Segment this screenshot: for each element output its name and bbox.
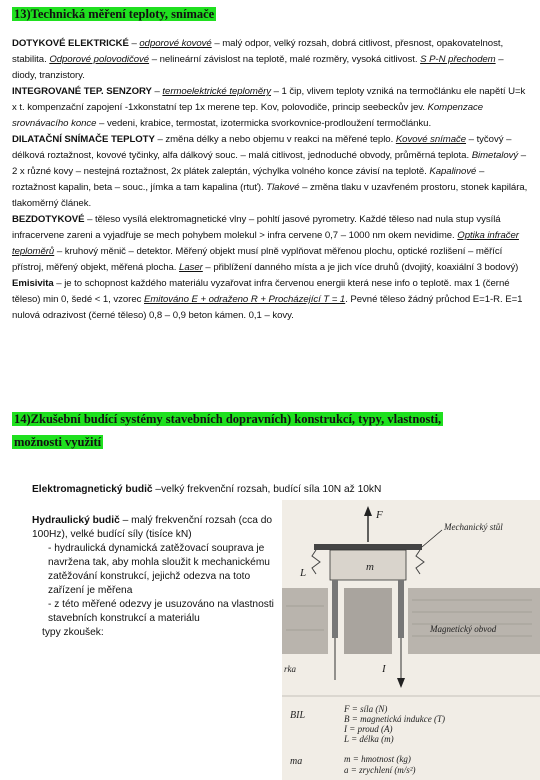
text: – 1 čip, vlivem teploty vzniká na termočlánku ele napětí U=k x t. kompenzační zapojení -1xkonstatní tep 1x merene tep. Kov, polovodiče, princip seebeckův jev. <box>12 86 526 113</box>
text: – změna délky a nebo objemu v reakci na měřené teplo. <box>154 134 396 145</box>
label-magnetic-circuit: Magnetický obvod <box>430 624 497 634</box>
section-14-title-line2: možnosti využití <box>14 435 102 449</box>
hydraulic-text: – malý frekvenční rozsah (cca do 100Hz), velké budící síly (tisíce kN) <box>32 515 273 540</box>
section-14-title-line1: 14)Zkušební budící systémy stavebních dopravních) konstrukcí, typy, vlastnosti, <box>14 412 442 426</box>
magnet-right <box>408 588 540 654</box>
label-BIL: BIL <box>290 710 305 721</box>
hydraulic-bullet-1: - hydraulická dynamická zatěžovací souprava je navržena tak, aby mohla sloužit k mechanickému zatěžování konstrukcí, jejichž odezva na toto zařízení je měřena <box>48 543 270 596</box>
hydraulic-exciter <box>32 514 277 640</box>
label-ma: ma <box>290 756 303 767</box>
magnet-core <box>344 588 392 654</box>
hydraulic-intro <box>32 514 277 542</box>
text: – přiblížení danného místa a je jich více druhů (dvojitý, koaxiální 3 bodový) <box>202 262 519 273</box>
term-compensation: Kompenzace srovnávacího konce <box>12 102 484 129</box>
term-contactless: BEZDOTYKOVÉ <box>12 214 85 225</box>
term-metal-resistive: odporové kovové <box>139 38 212 49</box>
shaker-diagram <box>282 500 540 780</box>
legend-m: m = hmotnost (kg) <box>344 754 411 764</box>
paragraph-dilatation <box>12 132 528 212</box>
mechanical-table <box>314 544 422 550</box>
legend-B: B = magnetická indukce (T) <box>344 714 446 724</box>
label-m: m <box>366 561 374 573</box>
label-mechanical-table: Mechanický stůl <box>444 522 503 532</box>
paragraph-contactless <box>12 212 528 324</box>
paragraph-contact-electric <box>12 36 528 84</box>
text: – malý odpor, velký rozsah, dobrá citlivost, přesnost, opakovatelnost, stabilita. <box>12 38 504 65</box>
electromagnetic-text: –velký frekvenční rozsah, budící síla 10N až 10kN <box>152 484 382 495</box>
section-13-body <box>12 36 528 324</box>
magnet-left <box>282 588 328 654</box>
term-formula: Emitováno E + odraženo R + Procházející T = 1 <box>143 294 346 305</box>
text: – vedeni, krabice, termostat, izotermicka svorkovnice-prodloužení termočlánku. <box>96 118 432 129</box>
section-14-heading <box>12 408 528 454</box>
shaker-diagram-svg <box>282 500 540 780</box>
label-F: F <box>376 509 383 521</box>
legend-I: I = proud (A) <box>344 724 393 734</box>
section-13-title: 13)Technická měření teploty, snímače <box>14 7 215 21</box>
label-I: I <box>382 663 386 675</box>
term-metal-sensors: Kovové snímače <box>395 134 467 145</box>
term-dilatation: DILATAČNÍ SNÍMAČE TEPLOTY <box>12 134 155 145</box>
text: – nelineární závislost na teplotě, malé rozměry, vysoká citlivost. <box>149 54 421 65</box>
term-liquid: Kapalinové <box>429 166 477 177</box>
text: – <box>128 38 140 49</box>
hydraulic-bullet-2: - z této měřené odezvy je usuzováno na vlastnosti stavebních konstrukcí a materiálu <box>48 599 274 624</box>
text: – změna tlaku v uzavřeném prostoru, stonek kapilára, tlakoměrný článek. <box>12 182 528 209</box>
legend-L: L = délka (m) <box>344 734 394 744</box>
text: – je to schopnost každého materiálu vyzařovat infra červenou energii která nese info o teplotě. max 1 (černé těleso) min 0, šedé < 1, vzorec <box>12 278 510 305</box>
term-thermoelectric: termoelektrické teploměry <box>162 86 272 97</box>
text: . Pevné těleso žádný průchod E=1-R. E=1 nulová odrazivost (černé těleso) 0,8 – 0,9 beton kámen. 0,1 – kovy. <box>12 294 523 321</box>
hydraulic-types: typy zkoušek: <box>42 627 104 638</box>
paragraph-integrated-sensors <box>12 84 528 132</box>
text: – <box>151 86 163 97</box>
label-L: L <box>300 567 307 579</box>
text: – diody, tranzistory. <box>12 54 504 81</box>
term-integrated-sensors: INTEGROVANÉ TEP. SENZORY <box>12 86 152 97</box>
term-pressure: Tlakové <box>266 182 300 193</box>
term-emissivity: Emisivita <box>12 278 54 289</box>
coil-wall-left <box>332 580 338 638</box>
text: – těleso vysílá elektromagnetické vlny – pohltí jasové pyrometry. Každé těleso nad nula stup vysílá infracervene zareni a vyjadřuje se mech pohybem molekul > infra cervene 0,7 – 1000 nm okem nevidime. <box>12 214 501 241</box>
electromagnetic-exciter <box>32 483 532 497</box>
term-contact-electric: DOTYKOVÉ ELEKTRICKÉ <box>12 38 129 49</box>
legend-F: F = síla (N) <box>344 704 388 714</box>
term-pn-junction: S P-N přechodem <box>420 54 496 65</box>
coil-wall-right <box>398 580 404 638</box>
term-semiconductor-resistive: Odporové polovodičové <box>49 54 150 65</box>
term-bimetal: Bimetalový <box>471 150 519 161</box>
label-rka: rka <box>284 664 296 674</box>
term-optics: Optika infračer teploměrů <box>12 230 519 257</box>
electromagnetic-title: Elektromagnetický budič <box>32 484 153 495</box>
term-laser: Laser <box>179 262 203 273</box>
text: – 2 x různé kovy – nestejná roztažnost, 2x plátek zaleptán, výchylka volného konce závisí na teplotě. <box>12 150 527 177</box>
text: – roztažnost kapalin, beta – souc., jímka a tam kapalina (rtuť). <box>12 166 485 193</box>
legend-a: a = zrychlení (m/s²) <box>344 765 416 775</box>
text: – kruhový měnič – detektor. Měřený objekt musí plně vyplňovat měřenou plochu, optické rozlišení – měřící přístroj, měřený objekt, měřená plocha. <box>12 246 503 273</box>
text: – tyčový – délková roztažnost, kovové tyčinky, alfa dálkový souc. – malá citlivost, jednoduché obvody, průměrná teplota. <box>12 134 512 161</box>
section-13-heading <box>12 6 216 22</box>
hydraulic-title: Hydraulický budič <box>32 515 120 526</box>
